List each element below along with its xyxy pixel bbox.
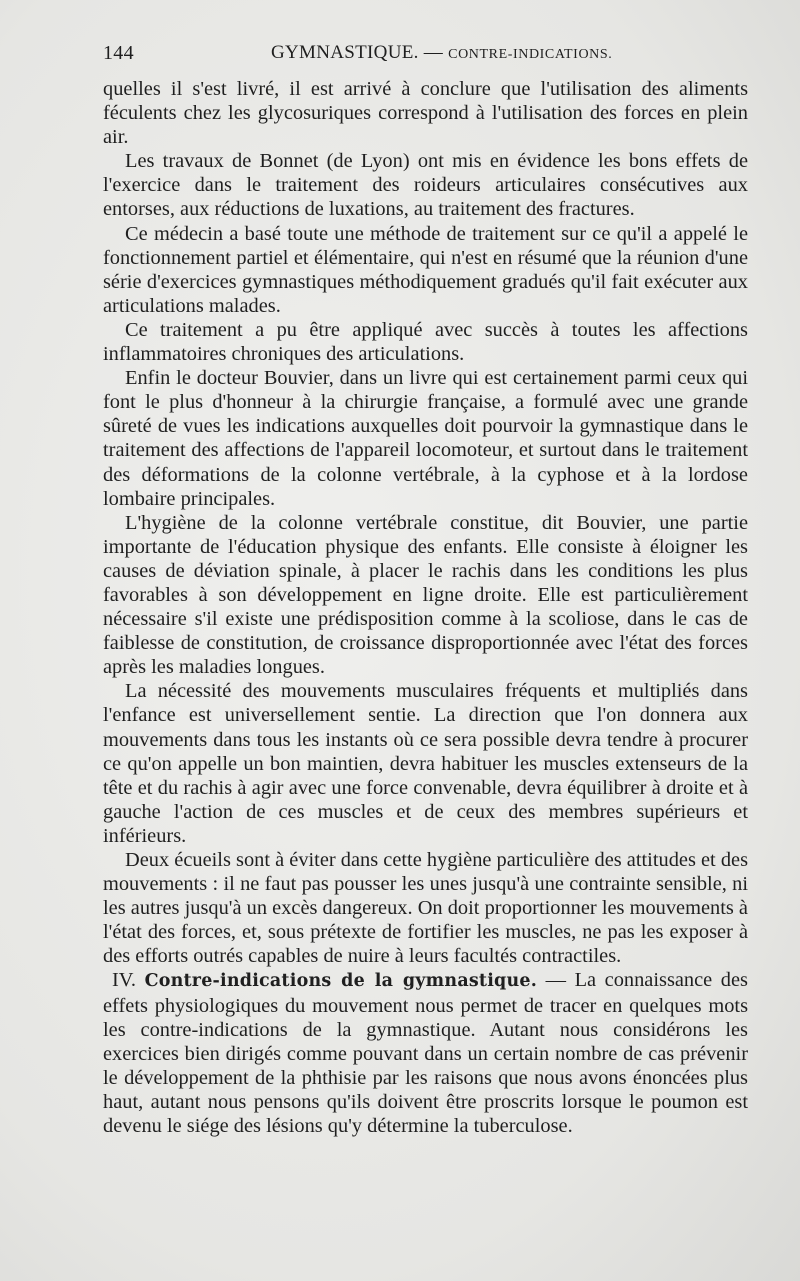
paragraph: L'hygiène de la colonne vertébrale constitue, dit Bouvier, une partie importante de l'éducation physique des enfants. Elle consiste à éloigner les causes de déviation spinale, à placer le rachis dans les conditions les plus favorables à son développement en ligne droite. Elle est particulièrement nécessaire s'il existe une prédisposition comme à la scoliose, dans le cas de faiblesse de constitution, de croissance disproportionnée avec l'état des forces après les maladies longues. <box>103 511 748 679</box>
section-number: IV. <box>112 969 136 992</box>
paragraph: Ce traitement a pu être appliqué avec succès à toutes les affections inflammatoires chroniques des articulations. <box>103 318 748 366</box>
paragraph: Enfin le docteur Bouvier, dans un livre qui est certainement parmi ceux qui font le plus d'honneur à la chirurgie française, a formulé avec une grande sûreté de vues les indications auxquelles doit pourvoir la gymnastique dans le traitement des affections de l'appareil locomoteur, et surtout dans le traitement des déformations de la colonne vertébrale, à la cyphose et à la lordose lombaire principales. <box>103 367 748 510</box>
paragraph: quelles il s'est livré, il est arrivé à conclure que l'utilisation des aliments féculents chez les glycosuriques correspond à l'utilisation des forces en plein air. <box>103 78 748 149</box>
paragraph: La nécessité des mouvements musculaires fréquents et multipliés dans l'enfance est universellement sentie. La direction que l'on donnera aux mouvements dans tous les instants où ce sera possible devra tendre à procurer ce qu'on appelle un bon maintien, devra habituer les muscles extenseurs de la tête et du rachis à agir avec une force convenable, devra équilibrer à droite et à gauche l'action de ces muscles et de ceux des membres supérieurs et inférieurs. <box>103 680 748 847</box>
paragraph: Ce médecin a basé toute une méthode de traitement sur ce qu'il a appelé le fonctionnement partiel et élémentaire, qui n'est en résumé que la réunion d'une série d'exercices gymnastiques méthodiquement gradués qu'il fait exécuter aux articulations malades. <box>103 222 748 317</box>
section-title: Contre-indications de la gymnastique. <box>144 971 538 992</box>
page-number: 144 <box>103 42 134 64</box>
section-dash: — <box>545 969 566 992</box>
paragraph: Les travaux de Bonnet (de Lyon) ont mis en évidence les bons effets de l'exercice dans le traitement des roideurs articulaires consécutives aux entorses, aux réductions de luxations, au traitement des fractures. <box>103 150 748 221</box>
book-title: GYMNASTIQUE. <box>271 42 419 63</box>
section-paragraph <box>103 968 748 1138</box>
header-dash: — <box>423 42 444 63</box>
section-text: La connaissance des effets physiologiques du mouvement nous permet de tracer en quelques mots les contre-indications de la gymnastique. Autant nous considérons les exercices bien dirigés comme pouvant dans un certain nombre de cas prévenir le développement de la phthisie par les raisons que nous avons énoncées plus haut, autant nous pensons qu'ils doivent être proscrits lorsque le poumon est devenu le siége des lésions qu'y détermine la tuberculose. <box>103 969 748 1138</box>
running-title <box>271 42 612 64</box>
body-text <box>103 77 748 1138</box>
paragraph: Deux écueils sont à éviter dans cette hygiène particulière des attitudes et des mouvements : il ne faut pas pousser les unes jusqu'à une contrainte sensible, ni les autres jusqu'à un excès dangereux. On doit proportionner les mouvements à l'état des forces, et, sous prétexte de fortifier les muscles, ne pas les exposer à des efforts outrés capables de nuire à leurs facultés contractiles. <box>103 849 748 968</box>
running-header <box>103 42 748 68</box>
chapter-section: CONTRE-INDICATIONS. <box>448 47 613 62</box>
